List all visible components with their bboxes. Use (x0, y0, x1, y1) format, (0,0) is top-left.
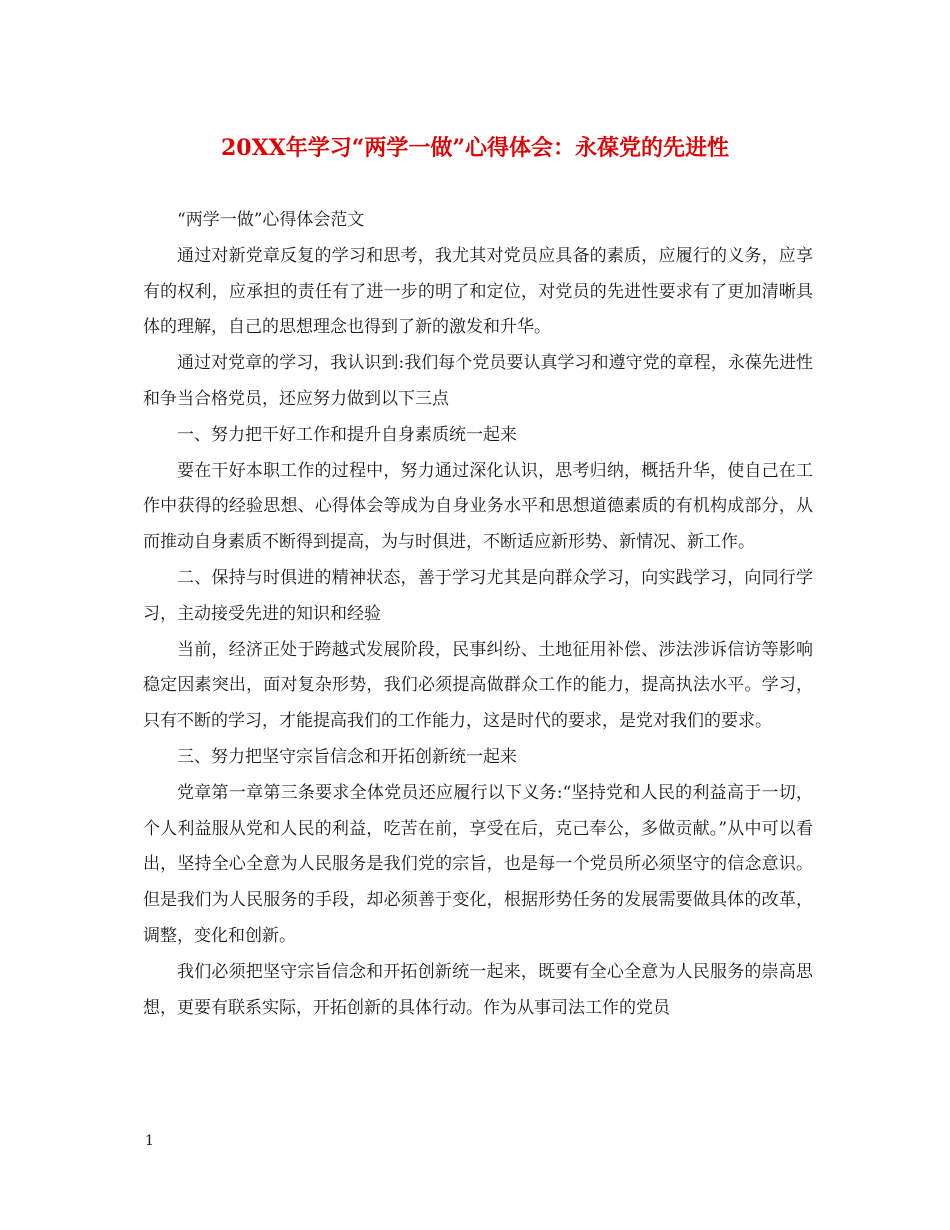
paragraph: 通过对新党章反复的学习和思考，我尤其对党员应具备的素质，应履行的义务，应享有的权利，应承担的责任有了进一步的明了和定位，对党员的先进性要求有了更加清晰具体的理解，自己的思想理念也得到了新的激发和升华。 (143, 245, 813, 338)
paragraph: 要在干好本职工作的过程中，努力通过深化认识，思考归纳，概括升华，使自己在工作中获得的经验思想、心得体会等成为自身业务水平和思想道德素质的有机构成部分，从而推动自身素质不断得到提高，为与时俱进，不断适应新形势、新情况、新工作。 (143, 460, 813, 553)
section-heading-2: 二、保持与时俱进的精神状态，善于学习尤其是向群众学习，向实践学习，向同行学习，主动接受先进的知识和经验 (143, 567, 813, 624)
paragraph: 党章第一章第三条要求全体党员还应履行以下义务:“坚持党和人民的利益高于一切，个人利益服从党和人民的利益，吃苦在前，享受在后，克己奉公，多做贡献。”从中可以看出，坚持全心全意为人民服务是我们党的宗旨，也是每一个党员所必须坚守的信念意识。但是我们为人民服务的手段，却必须善于变化，根据形势任务的发展需要做具体的改革，调整，变化和创新。 (143, 782, 813, 946)
document-body (143, 203, 813, 1026)
section-heading-1: 一、努力把干好工作和提升自身素质统一起来 (177, 424, 517, 445)
paragraph: 通过对党章的学习，我认识到:我们每个党员要认真学习和遵守党的章程，永葆先进性和争当合格党员，还应努力做到以下三点 (143, 353, 813, 409)
document-title: 20XX年学习“两学一做”心得体会：永葆党的先进性 (220, 135, 730, 161)
paragraph: 我们必须把坚守宗旨信念和开拓创新统一起来，既要有全心全意为人民服务的崇高思想，更要有联系实际，开拓创新的具体行动。作为从事司法工作的党员 (143, 961, 813, 1018)
paragraph: 当前，经济正处于跨越式发展阶段，民事纠纷、土地征用补偿、涉法涉诉信访等影响稳定因素突出，面对复杂形势，我们必须提高做群众工作的能力，提高执法水平。学习，只有不断的学习，才能提高我们的工作能力，这是时代的要求，是党对我们的要求。 (143, 639, 813, 732)
page-number: 1 (145, 1133, 154, 1149)
section-heading-3: 三、努力把坚守宗旨信念和开拓创新统一起来 (177, 746, 517, 767)
paragraph-subtitle: “两学一做”心得体会范文 (177, 210, 365, 230)
